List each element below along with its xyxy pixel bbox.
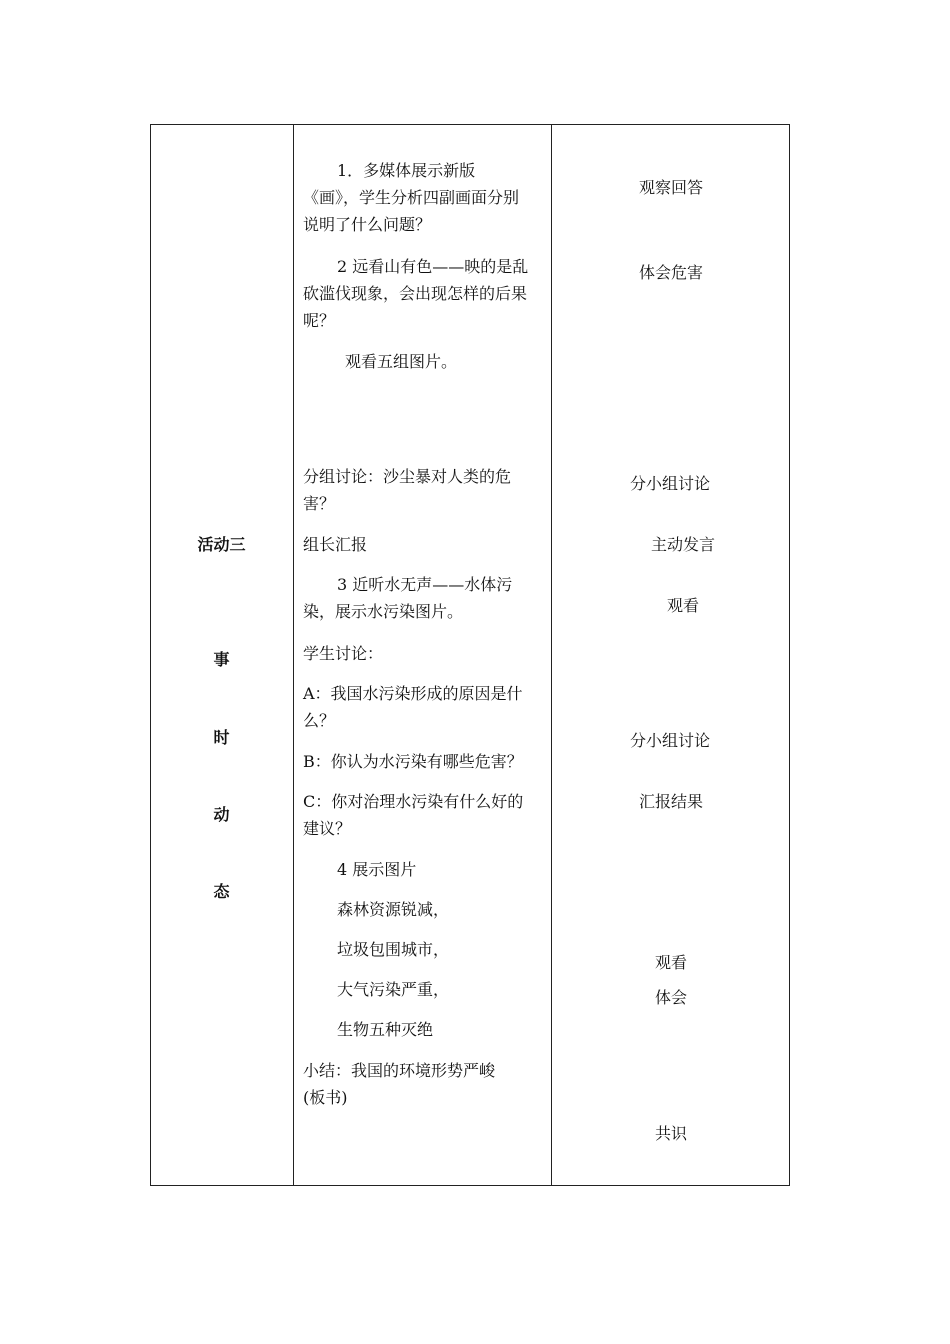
teacher-step-2-line-1: 2 远看山有色——映的是乱 <box>337 257 529 276</box>
vertical-char-2: 时 <box>213 728 230 747</box>
student-discussion-label: 学生讨论： <box>303 644 384 663</box>
student-activity-1: 观察回答 <box>639 178 704 197</box>
board-note: (板书) <box>303 1088 348 1107</box>
student-activity-5: 观看 <box>667 596 700 615</box>
column-divider-right <box>551 124 552 1186</box>
teacher-step-3-line-1: 3 近听水无声——水体污 <box>337 575 513 594</box>
group-discussion-line-2: 害？ <box>303 494 336 513</box>
student-activity-8: 观看 <box>655 953 688 972</box>
picture-item-1: 森林资源锐减， <box>337 900 450 919</box>
question-a-line-1: A：我国水污染形成的原因是什 <box>303 684 523 703</box>
question-c-line-2: 建议？ <box>303 819 352 838</box>
summary-line: 小结：我国的环境形势严峻 <box>303 1061 496 1080</box>
vertical-char-1: 事 <box>213 650 230 669</box>
group-leader-report: 组长汇报 <box>303 535 368 554</box>
question-b: B：你认为水污染有哪些危害？ <box>303 752 523 771</box>
column-divider-left <box>293 124 294 1186</box>
teacher-step-2-line-2: 砍滥伐现象，会出现怎样的后果 <box>303 284 528 303</box>
student-activity-7: 汇报结果 <box>639 792 704 811</box>
question-c-line-1: C：你对治理水污染有什么好的 <box>303 792 524 811</box>
vertical-char-3: 动 <box>213 805 230 824</box>
student-activity-4: 主动发言 <box>651 535 716 554</box>
picture-item-4: 生物五种灭绝 <box>337 1020 434 1039</box>
picture-item-3: 大气污染严重， <box>337 980 450 999</box>
vertical-char-4: 态 <box>213 882 230 901</box>
group-discussion-line-1: 分组讨论：沙尘暴对人类的危 <box>303 467 512 486</box>
watch-five-groups: 观看五组图片。 <box>345 352 458 371</box>
activity-title: 活动三 <box>197 535 246 554</box>
student-activity-2: 体会危害 <box>639 263 704 282</box>
teacher-step-3-line-2: 染，展示水污染图片。 <box>303 602 464 621</box>
teacher-step-1-line-3: 说明了什么问题？ <box>303 215 432 234</box>
student-activity-3: 分小组讨论 <box>630 474 711 493</box>
teacher-step-4: 4 展示图片 <box>337 860 417 879</box>
question-a-line-2: 么？ <box>303 711 336 730</box>
picture-item-2: 垃圾包围城市， <box>337 940 450 959</box>
student-activity-9: 体会 <box>655 988 688 1007</box>
teacher-step-1-line-2: 《画》，学生分析四副画面分别 <box>303 188 520 207</box>
student-activity-10: 共识 <box>655 1124 688 1143</box>
teacher-step-1-line-1: 1．多媒体展示新版 <box>337 161 476 180</box>
student-activity-6: 分小组讨论 <box>630 731 711 750</box>
teacher-step-2-line-3: 呢？ <box>303 311 336 330</box>
